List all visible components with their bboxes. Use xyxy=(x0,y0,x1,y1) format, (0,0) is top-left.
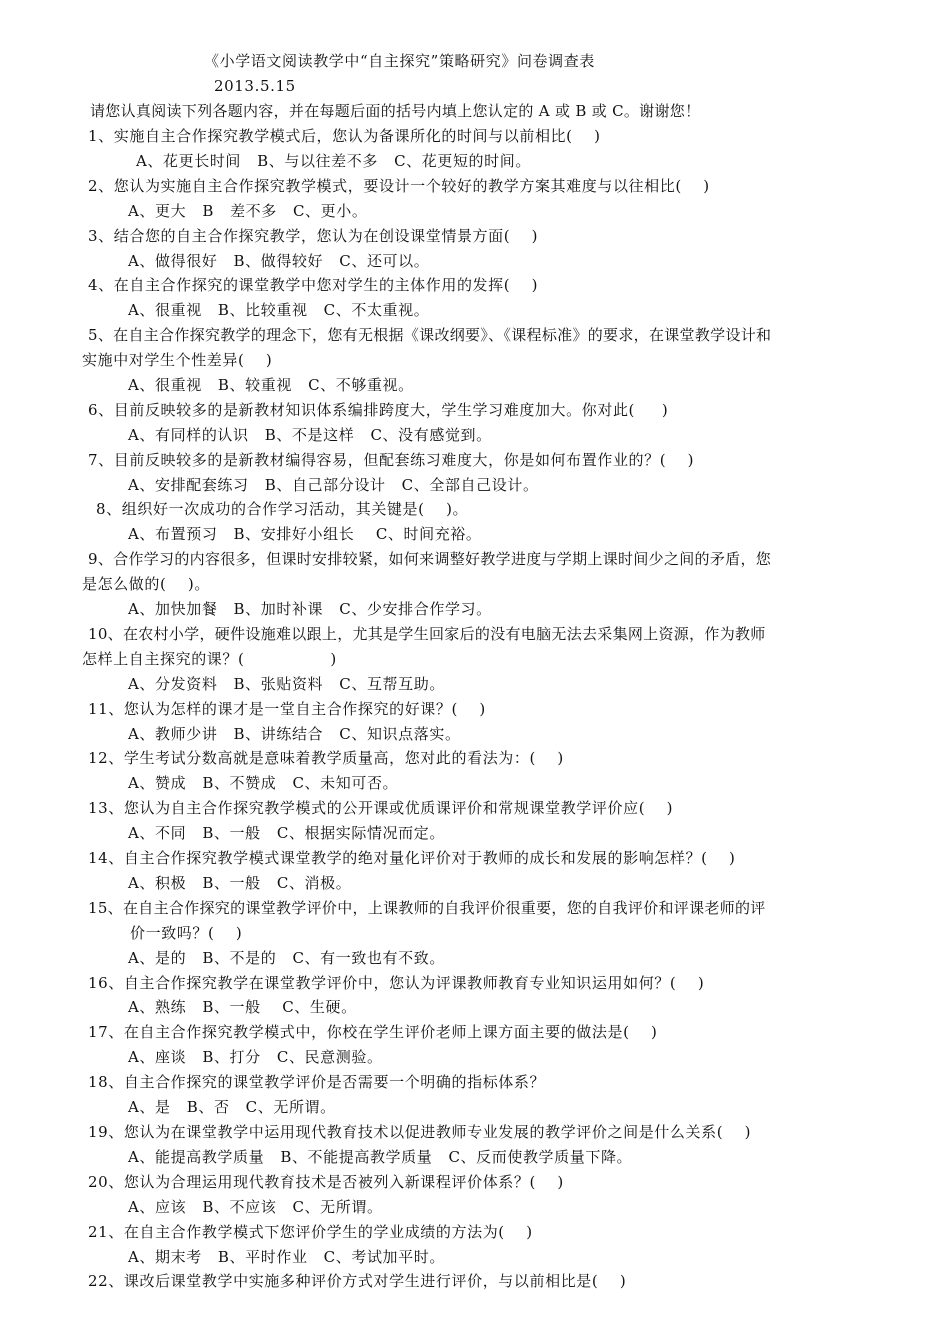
question-5-text: 5、在自主合作探究教学的理念下，您有无根据《课改纲要》、《课程标准》的要求，在课堂教学设计和 xyxy=(88,326,772,344)
question-18-options: A、是 B、否 C、无所谓。 xyxy=(128,1098,336,1116)
document-date: 2013.5.15 xyxy=(214,77,296,95)
question-19-options: A、能提高教学质量 B、不能提高教学质量 C、反而使教学质量下降。 xyxy=(128,1148,633,1166)
question-6-options: A、有同样的认识 B、不是这样 C、没有感觉到。 xyxy=(128,426,492,444)
question-10-text: 10、在农村小学，硬件设施难以跟上，尤其是学生回家后的没有电脑无法去采集网上资源，作为教师 xyxy=(88,625,766,643)
question-6-text: 6、目前反映较多的是新教材知识体系编排跨度大，学生学习难度加大。你对此( ) xyxy=(88,401,669,419)
question-13-text: 13、您认为自主合作探究教学模式的公开课或优质课评价和常规课堂教学评价应( ) xyxy=(88,799,674,817)
document-title: 《小学语文阅读教学中“自主探究”策略研究》问卷调查表 xyxy=(204,52,595,70)
question-15-options: A、是的 B、不是的 C、有一致也有不致。 xyxy=(128,949,445,967)
question-12-text: 12、学生考试分数高就是意味着教学质量高，您对此的看法为：( ) xyxy=(88,749,564,767)
question-12-options: A、赞成 B、不赞成 C、未知可否。 xyxy=(128,774,399,792)
question-4-text: 4、在自主合作探究的课堂教学中您对学生的主体作用的发挥( ) xyxy=(88,276,539,294)
question-17-options: A、座谈 B、打分 C、民意测验。 xyxy=(128,1048,383,1066)
instruction-text: 请您认真阅读下列各题内容，并在每题后面的括号内填上您认定的 A 或 B 或 C。谢谢您！ xyxy=(90,102,701,120)
question-16-options: A、熟练 B、一般 C、生硬。 xyxy=(128,998,357,1016)
question-2-options: A、更大 B 差不多 C、更小。 xyxy=(128,202,368,220)
question-16-text: 16、自主合作探究教学在课堂教学评价中，您认为评课教师教育专业知识运用如何？( ) xyxy=(88,974,705,992)
question-3-text: 3、结合您的自主合作探究教学，您认为在创设课堂情景方面( ) xyxy=(88,227,539,245)
question-9-text: 9、合作学习的内容很多，但课时安排较紧，如何来调整好教学进度与学期上课时间少之间的矛盾，您 xyxy=(88,550,772,568)
question-17-text: 17、在自主合作探究教学模式中，你校在学生评价老师上课方面主要的做法是( ) xyxy=(88,1023,658,1041)
question-8-text: 8、组织好一次成功的合作学习活动，其关键是( )。 xyxy=(96,500,469,518)
question-4-options: A、很重视 B、比较重视 C、不太重视。 xyxy=(128,301,430,319)
question-22-text: 22、课改后课堂教学中实施多种评价方式对学生进行评价，与以前相比是( ) xyxy=(88,1272,627,1290)
question-8-options: A、布置预习 B、安排好小组长 C、时间充裕。 xyxy=(128,525,482,543)
question-11-text: 11、您认为怎样的课才是一堂自主合作探究的好课？( ) xyxy=(88,700,486,718)
question-5-options: A、很重视 B、较重视 C、不够重视。 xyxy=(128,376,414,394)
question-11-options: A、教师少讲 B、讲练结合 C、知识点落实。 xyxy=(128,725,461,743)
question-9-options: A、加快加餐 B、加时补课 C、少安排合作学习。 xyxy=(128,600,492,618)
question-14-options: A、积极 B、一般 C、消极。 xyxy=(128,874,352,892)
question-21-options: A、期末考 B、平时作业 C、考试加平时。 xyxy=(128,1248,445,1266)
question-19-text: 19、您认为在课堂教学中运用现代教育技术以促进教师专业发展的教学评价之间是什么关系( ) xyxy=(88,1123,752,1141)
question-7-text: 7、目前反映较多的是新教材编得容易，但配套练习难度大，你是如何布置作业的？( ) xyxy=(88,451,695,469)
question-20-options: A、应该 B、不应该 C、无所谓。 xyxy=(128,1198,383,1216)
question-1-text: 1、实施自主合作探究教学模式后，您认为备课所化的时间与以前相比( ) xyxy=(88,127,601,145)
question-14-text: 14、自主合作探究教学模式课堂教学的绝对量化评价对于教师的成长和发展的影响怎样？( ) xyxy=(88,849,736,867)
question-5-text-cont: 实施中对学生个性差异( ) xyxy=(82,351,273,369)
question-18-text: 18、自主合作探究的课堂教学评价是否需要一个明确的指标体系？ xyxy=(88,1073,546,1091)
question-10-options: A、分发资料 B、张贴资料 C、互帮互助。 xyxy=(128,675,445,693)
question-9-text-cont: 是怎么做的( )。 xyxy=(82,575,210,593)
question-15-text: 15、在自主合作探究的课堂教学评价中，上课教师的自我评价很重要，您的自我评价和评课老师的评 xyxy=(88,899,766,917)
question-10-text-cont: 怎样上自主探究的课？( ) xyxy=(82,650,337,668)
question-2-text: 2、您认为实施自主合作探究教学模式，要设计一个较好的教学方案其难度与以往相比( ) xyxy=(88,177,710,195)
question-15-text-cont: 价一致吗？( ) xyxy=(130,924,243,942)
question-1-options: A、花更长时间 B、与以往差不多 C、花更短的时间。 xyxy=(136,152,531,170)
question-20-text: 20、您认为合理运用现代教育技术是否被列入新课程评价体系？( ) xyxy=(88,1173,564,1191)
question-13-options: A、不同 B、一般 C、根据实际情况而定。 xyxy=(128,824,445,842)
question-21-text: 21、在自主合作教学模式下您评价学生的学业成绩的方法为( ) xyxy=(88,1223,533,1241)
question-3-options: A、做得很好 B、做得较好 C、还可以。 xyxy=(128,252,430,270)
question-7-options: A、安排配套练习 B、自己部分设计 C、全部自己设计。 xyxy=(128,476,539,494)
